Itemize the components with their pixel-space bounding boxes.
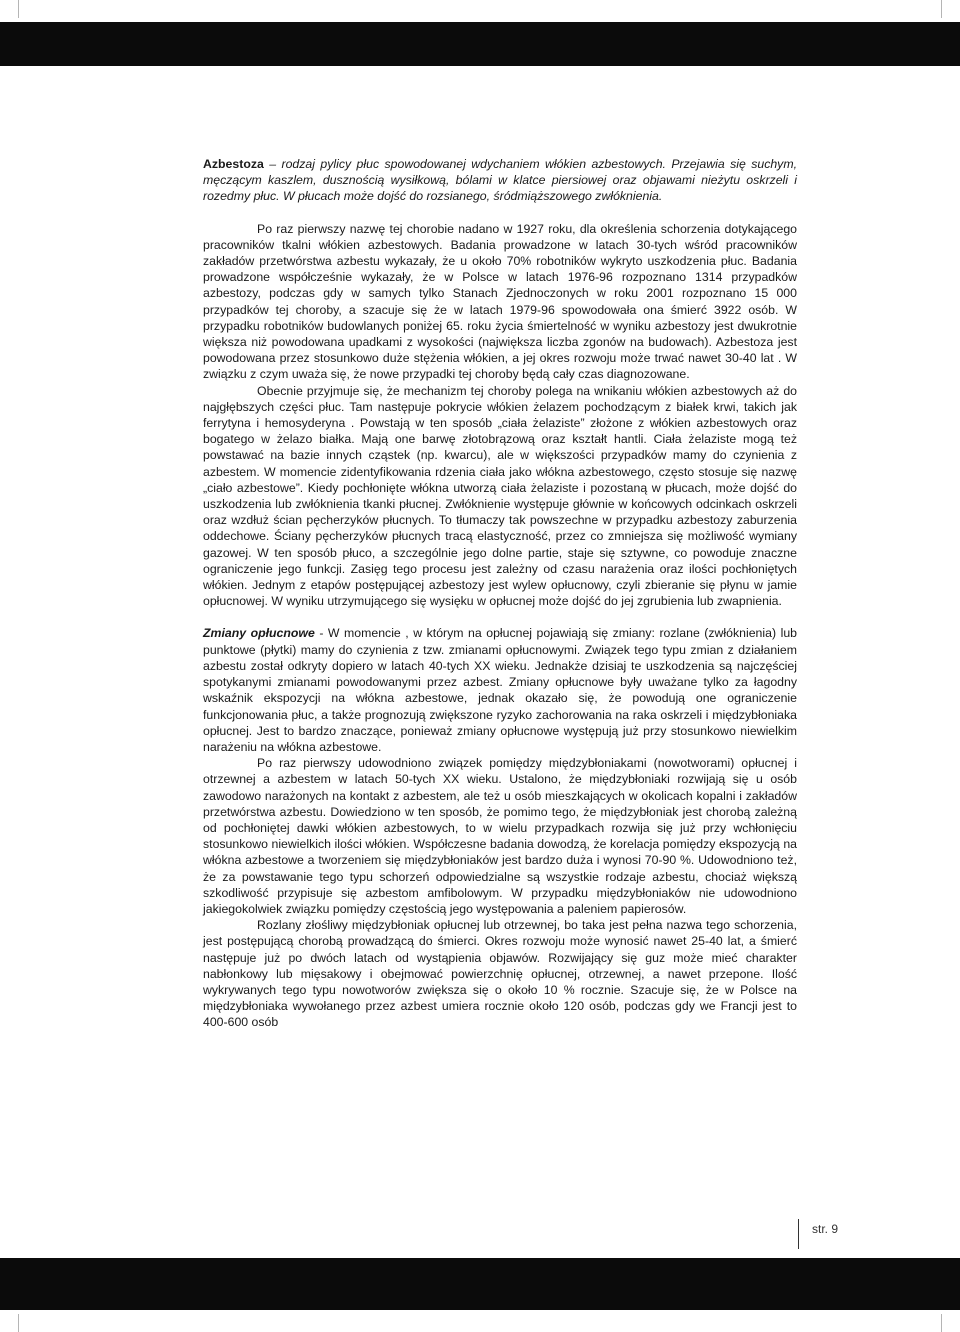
- intro-term: Azbestoza: [203, 157, 264, 171]
- crop-mark: [18, 1314, 19, 1332]
- header-band: [0, 22, 960, 66]
- crop-mark: [941, 1314, 942, 1332]
- paragraph-diffuse-mesothelioma: Rozlany złośliwy międzybłoniak opłucnej lub otrzewnej, bo taka jest pełna nazwa tego schorzenia, jest postępującą chorobą prowadzącą do śmierci. Okres rozwoju może wynosić nawet 25-40 lat, a śmierć następuje już po dwóch latach od wystąpienia objawów. Rozwijający się guz może mieć charakter nabłonkowy lub mięsakowy i obejmować powierzchnię opłucnej, otrzewnej, a nawet przepone. Ilość wykrywanych tego typu nowotworów zwiększa się o około 10 % rocznie. Szacuje się, że w Polsce na międzybłoniaka wywołanego przez azbest umiera rocznie około 120 osób, podczas gdy we Francji jest to 400-600 osób: [203, 918, 797, 1030]
- intro-text: – rodzaj pylicy płuc spowodowanej wdychaniem włókien azbestowych. Przejawia się suchym, męczącym kaszlem, dusznością wysiłkową, bólami w klatce piersiowej oraz objawami nieżytu oskrzeli i rozedmy płuc. W płucach może dojść do rozsianego, śródmiąższowego zwłóknienia.: [203, 157, 797, 204]
- paragraph-mesothelioma: Po raz pierwszy udowodniono związek pomiędzy międzybłoniakami (nowotworami) opłucnej i otrzewnej a azbestem w latach 50-tych XX wieku. Ustalono, że międzybłoniaki rozwijają się u osób zawodowo narażonych na kontakt z azbestem, ale też u osób mieszkających w okolicach kopalni i zakładów przetwórstwa azbestu. Dowiedziono w ten sposób, że pomimo tego, że międzybłoniak jest chorobą zależną od pochłoniętej dawki włókien azbestowych, to w wielu przypadkach rozwija się już przy wchłonięciu stosunkowo niewielkich ilości włókien. Współczesne badania dowodzą, że korelacja pomiędzy ekspozycją na włókna azbestowe a tworzeniem się międzybłoniaków jest bardzo duża i wynosi 70-90 %. Udowodniono też, że za powstawanie tego typu schorzeń odpowiedzialne są wszystkie rodzaje azbestu, chociaż większą szkodliwość przypisuje się azbestom amfibolowym. W przypadku międzybłoniaków nie udowodniono jakiegokolwiek związku pomiędzy częstością jego występowania a paleniem papierosów.: [203, 756, 797, 916]
- section-term: Zmiany opłucnowe: [203, 626, 315, 641]
- page-number: str. 9: [812, 1222, 839, 1236]
- paragraph-mechanism: Obecnie przyjmuje się, że mechanizm tej choroby polega na wnikaniu włókien azbestowych aż do najgłębszych części płuc. Tam następuje pokrycie włókien żelazem pochodzącym z białek krwi, takich jak ferrytyna i hemosyderyna . Powstają w ten sposób „ciała żelaziste” złożone z włókien azbestowych oraz bogatego w żelazo białka. Mają one barwę złotobrązową oraz kształt hantli. Ciała żelaziste mogą też powstawać na bazie innych cząstek (np. kwarcu), ale w większości przypadków mamy do czynienia z azbestem. W momencie zidentyfikowania rdzenia ciała jako włókna azbestowego, często stosuje się nazwę „ciało azbestowe”. Kiedy pochłonięte włókna utworzą ciała żelaziste i pozostaną w płucach, może dojść do uszkodzenia lub zwłóknienia tkanki płucnej. Zwłóknienie występuje głównie w końcowych odcinkach oskrzeli oraz wzdłuż ścian pęcherzyków płucnych. To tłumaczy tak powszechne w przypadku azbestozy zaburzenia oddechowe. Ściany pęcherzyków płucnych tracą elastyczność, przez co zmniejsza się możliwość wymiany gazowej. W ten sposób płuco, a szczególnie jego dolne partie, staje się sztywne, co powoduje znaczne ograniczenie jego funkcji. Zasięg tego procesu jest zależny od czasu narażenia oraz ilości pochłoniętych włókien. Jednym z etapów postępującej azbestozy jest wylew opłucnowy, czyli zbieranie się płynu w jamie opłucnowej. W wyniku utrzymującego się wysięku w opłucnej może dojść do jej zgrubienia lub zwapnienia.: [203, 383, 797, 609]
- paragraph-history: Po raz pierwszy nazwę tej chorobie nadano w 1927 roku, dla określenia schorzenia dotykającego pracowników tkalni włókien azbestowych. Badania prowadzone w latach 30-tych wśród pracowników zakładów przetwórstwa azbestu wykazały, że u około 70% robotników wykryto uszkodzenia płuc. Badania prowadzone współcześnie wykazały, że w Polsce w latach 1976-96 rozpoznano 1314 przypadków azbestozy, podczas gdy w samych tylko Stanach Zjednoczonych w roku 2001 rozpoznano 15 000 przypadków tej choroby, a szacuje się że w latach 1979-96 spowodowała ona śmierć 3922 osób. W przypadku robotników budowlanych poniżej 65. roku życia śmiertelność w wyniku azbestozy jest dwukrotnie większa niż powodowana upadkami z wysokości (największa liczba zgonów na budowach). Azbestoza jest powodowana przez stosunkowo duże stężenia włókien, a jej okres rozwoju może trwać nawet 30-40 lat . W związku z czym uważa się, że nowe przypadki tej choroby będą cały czas diagnozowane.: [203, 221, 797, 382]
- section-text: - W momencie , w którym na opłucnej pojawiają się zmiany: rozlane (zwłóknienia) lub punktowe (płytki) mamy do czynienia z tzw. zmianami opłucnowymi. Związek tego typu zmian z działaniem azbestu został odkryty dopiero w latach 40-tych XX wieku. Jednakże dzisiaj te uszkodzenia są najczęściej spotykanymi zmianami powodowanymi przez azbest. Zmiany opłucnowe były uważane tylko za łagodny wskaźnik ekspozycji na włókna azbestowe, jednak okazało się, że powodują one ograniczenie funkcjonowania płuc, a także prognozują zwiększone ryzyko zachorowania na raka oskrzeli i międzybłoniaka opłucnej. Jest to bardzo znaczące, ponieważ zmiany opłucnowe występują już przy stosunkowo niewielkim narażeniu na włókna azbestowe.: [203, 626, 797, 754]
- article-body: [203, 156, 797, 1031]
- section-pleural-changes: [203, 625, 797, 755]
- footer-divider: [798, 1219, 799, 1249]
- crop-mark: [18, 0, 19, 18]
- footer-band: [0, 1258, 960, 1310]
- crop-mark: [941, 0, 942, 18]
- intro-paragraph: [203, 156, 797, 205]
